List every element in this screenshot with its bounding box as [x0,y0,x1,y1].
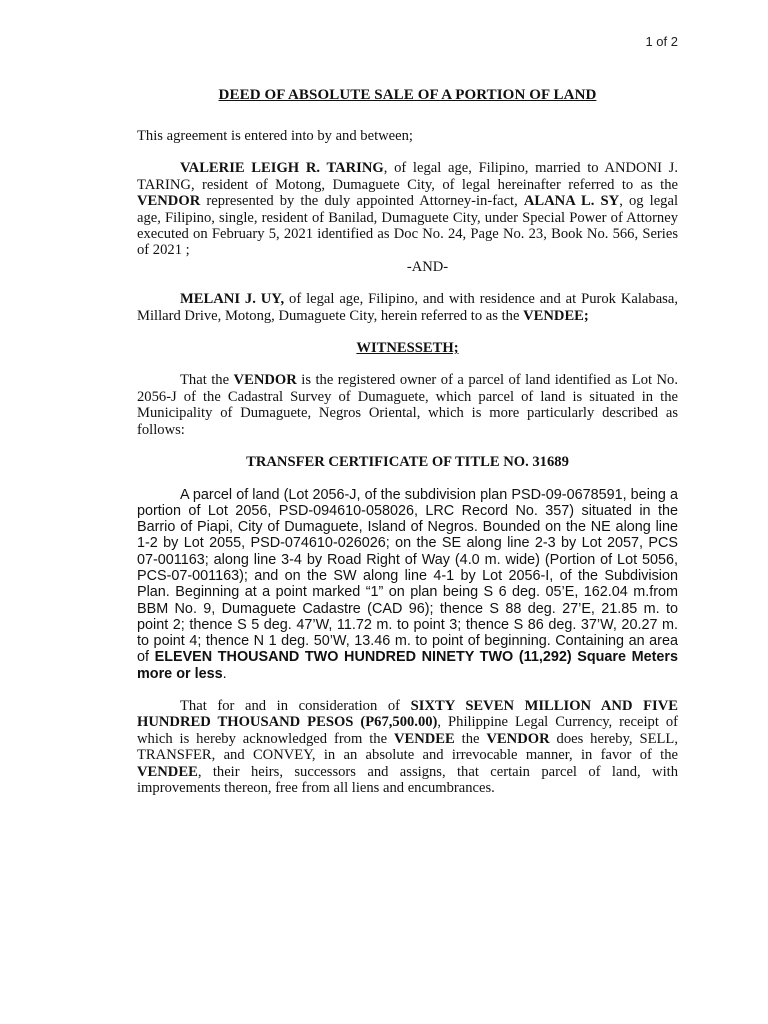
vendor-role: VENDOR [137,193,201,210]
vendee-role: VENDEE; [523,307,589,324]
vendee-label: VENDEE [393,730,455,747]
vendor-name: VALERIE LEIGH R. TARING [180,160,384,177]
land-area: ELEVEN THOUSAND TWO HUNDRED NINETY TWO (11,292) Square Meters more or less [137,649,679,682]
tct-heading: TRANSFER CERTIFICATE OF TITLE NO. 31689 [246,454,569,471]
vendee-paragraph: MELANI J. UY, of legal age, Filipino, and with residence and at Purok Kalabasa, Millard Drive, Motong, Dumaguete City, herein referred to as the VENDEE; [137,291,678,324]
vendee-label: VENDEE [137,763,198,780]
vendee-name: MELANI J. UY, [180,291,285,308]
vendor-paragraph: VALERIE LEIGH R. TARING, of legal age, Filipino, married to ANDONI J. TARING, resident of Motong, Dumaguete City, of legal hereinafter referred to as the VENDOR represented by the duly appointed Attorney-in-fact, ALANA L. SY, og legal age, Filipino, single, resident of Banilad, Dumaguete City, under Special Power of Attorney executed on February 5, 2021 identified as Doc No. 24, Page No. 23, Book No. 566, Series of 2021 ; [137,160,679,259]
intro-line: This agreement is entered into by and between; [137,128,413,144]
consideration-paragraph: That for and in consideration of SIXTY SEVEN MILLION AND FIVE HUNDRED THOUSAND PESOS (P67,500.00), Philippine Legal Currency, receipt of which is hereby acknowledged from the VENDEE the VENDOR does hereby, SELL, TRANSFER, and CONVEY, in an absolute and irrevocable manner, in favor of the VENDEE, their heirs, successors and assigns, that certain parcel of land, with improvements thereon, free from all liens and encumbrances. [137,698,679,797]
document-title: DEED OF ABSOLUTE SALE OF A PORTION OF LAND [218,87,597,103]
attorney-name: ALANA L. SY [523,193,620,210]
ownership-paragraph: That the VENDOR is the registered owner of a parcel of land identified as Lot No. 2056-J of the Cadastral Survey of Dumaguete, which parcel of land is situated in the Municipality of Dumaguete, Negros Oriental, which is more particularly described as follows: [137,372,679,438]
and-separator: -AND- [406,258,449,275]
vendor-label: VENDOR [486,730,550,747]
sale-price: SIXTY SEVEN MILLION AND FIVE HUNDRED THOUSAND PESOS (P67,500.00) [137,698,678,731]
vendor-label: VENDOR [233,372,297,389]
document-body [137,87,678,797]
witnesseth-heading: WITNESSETH; [356,340,459,357]
page-number: 1 of 2 [645,34,678,49]
technical-description: A parcel of land (Lot 2056-J, of the subdivision plan PSD-09-0678591, being a portion of Lot 2056, PSD-094610-058026, LRC Record No. 357) situated in the Barrio of Piapi, City of Dumaguete, Island of Negros. Bounded on the NE along line 1-2 by Lot 2055, PSD-074610-026026; on the SE along line 2-3 by Lot 2057, PCS 07-001163; along line 3-4 by Road Right of Way (4.0 m. wide) (Portion of Lot 5056, PCS-07-001163); and on the SW along line 4-1 by Lot 2056-I, of the Subdivision Plan. Beginning at a point marked “1” on plan being S 6 deg. 05’E, 162.04 m.from BBM No. 9, Dumaguete Cadastre (CAD 96); thence S 88 deg. 27’E, 21.85 m. to point 2; thence S 5 deg. 47’W, 11.72 m. to point 3; thence S 86 deg. 37’W, 20.27 m. to point 4; thence N 1 deg. 50’W, 13.46 m. to point of beginning. Containing an area of ELEVEN THOUSAND TWO HUNDRED NINETY TWO (11,292) Square Meters more or less. [137,486,679,682]
